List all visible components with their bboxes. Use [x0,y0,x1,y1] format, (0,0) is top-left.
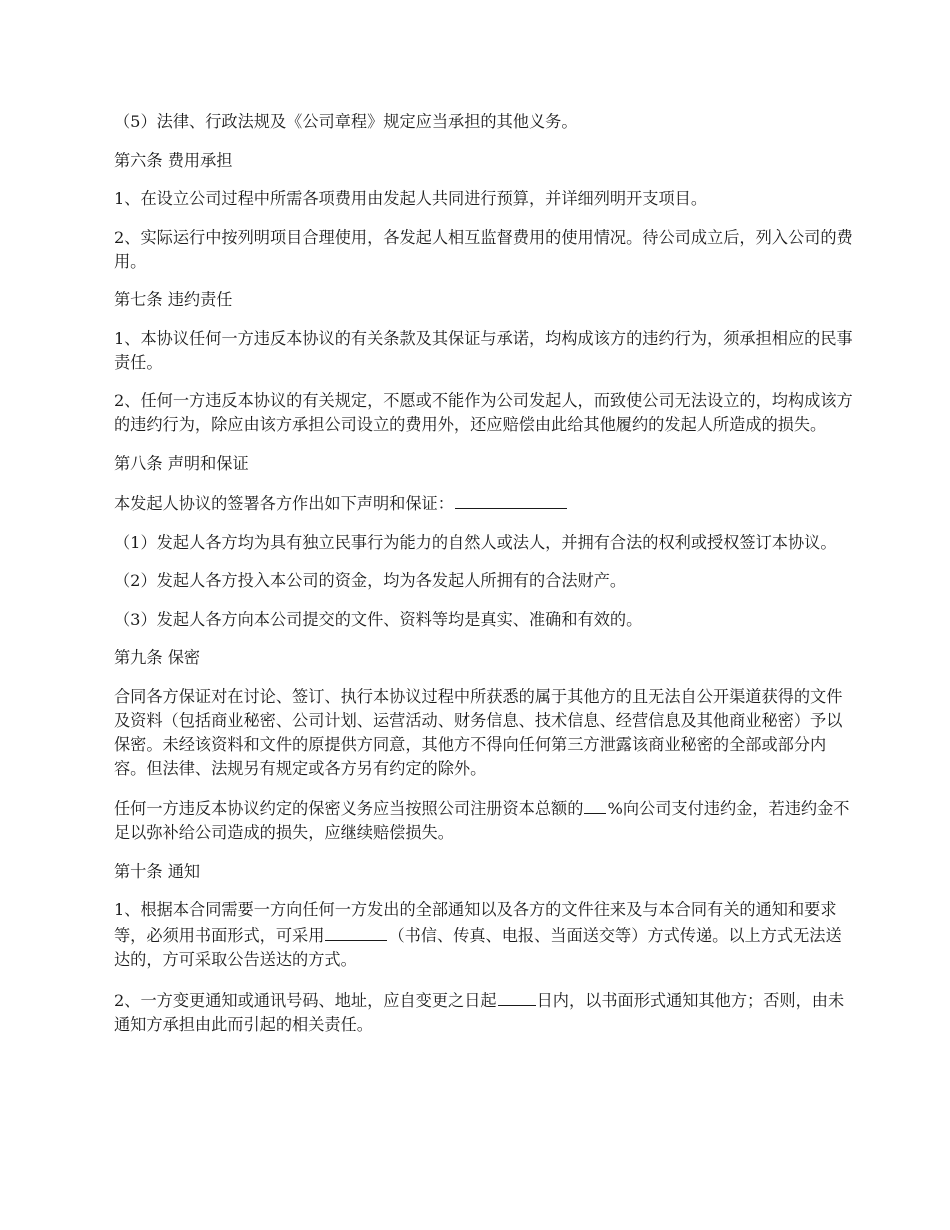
article-8-intro [114,490,854,516]
article-8-intro-text: 本发起人协议的签署各方作出如下声明和保证： [114,494,454,513]
article-7-clause-1: 1、本协议任何一方违反本协议的有关条款及其保证与承诺，均构成该方的违约行为，须承担相应的民事责任。 [114,328,853,372]
article-10-clause-2-part-a: 2、一方变更通知或通讯号码、地址，应自变更之日起 [114,990,497,1010]
article-9-clause-2-part-a: 任何一方违反本协议约定的保密义务应当按照公司注册资本总额的 [114,799,584,818]
article-7-heading: 第七条 违约责任 [114,290,233,309]
article-10-clause-1-part-b: （书信、传真、电报、当面送交等）方式传递。以上方式无法送达的，方可采取公告送达的方式。 [114,926,842,969]
article-9-clause-1: 合同各方保证对在讨论、签订、执行本协议过程中所获悉的属于其他方的且无法自公开渠道获得的文件及资料（包括商业秘密、公司计划、运营活动、财务信息、技术信息、经营信息及其他商业秘密）予以保密。未经该资料和文件的原提供方同意，其他方不得向任何第三方泄露该商业秘密的全部或部分内容。但法律、法规另有规定或各方另有约定的除外。 [114,686,843,778]
article-10-clause-1 [114,898,854,972]
delivery-method-blank [325,922,387,941]
article-6-clause-1: 1、在设立公司过程中所需各项费用由发起人共同进行预算，并详细列明开支项目。 [114,189,708,208]
percentage-blank [584,795,606,814]
article-9-clause-2 [114,795,854,845]
article-6-clause-2: 2、实际运行中按列明项目合理使用，各发起人相互监督费用的使用情况。待公司成立后，列入公司的费用。 [114,227,853,271]
article-8-heading: 第八条 声明和保证 [114,453,249,473]
article-10-clause-1-part-a: 1、根据本合同需要一方向任何一方发出的全部通知以及各方的文件往来及与本合同有关的通知和要求等，必须用书面形式，可采用 [114,900,837,945]
article-6-heading: 第六条 费用承担 [114,150,233,170]
article-10-clause-2 [114,987,854,1037]
article-7-clause-2: 2、任何一方违反本协议的有关规定，不愿或不能作为公司发起人，而致使公司无法设立的，均构成该方的违约行为，除应由该方承担公司设立的费用外，还应赔偿由此给其他履约的发起人所造成的损失。 [114,391,853,434]
days-blank [498,987,536,1006]
article-9-heading: 第九条 保密 [114,648,201,667]
article-8-item-1: （1）发起人各方均为具有独立民事行为能力的自然人或法人，并拥有合法的权利或授权签订本协议。 [114,532,837,552]
article-10-heading: 第十条 通知 [114,861,201,881]
article-10-clause-2-part-b: 日内，以书面形式通知其他方；否则，由未通知方承担由此而引起的相关责任。 [114,990,845,1034]
document-body [114,110,854,1051]
obligation-item-5: （5）法律、行政法规及《公司章程》规定应当承担的其他义务。 [114,112,578,131]
fill-in-blank [455,490,567,509]
article-8-item-3: （3）发起人各方向本公司提交的文件、资料等均是真实、准确和有效的。 [114,609,643,629]
article-9-clause-2-part-b: %向公司支付违约金，若违约金不足以弥补给公司造成的损失，应继续赔偿损失。 [114,799,850,842]
article-8-item-2: （2）发起人各方投入本公司的资金，均为各发起人所拥有的合法财产。 [114,571,627,590]
